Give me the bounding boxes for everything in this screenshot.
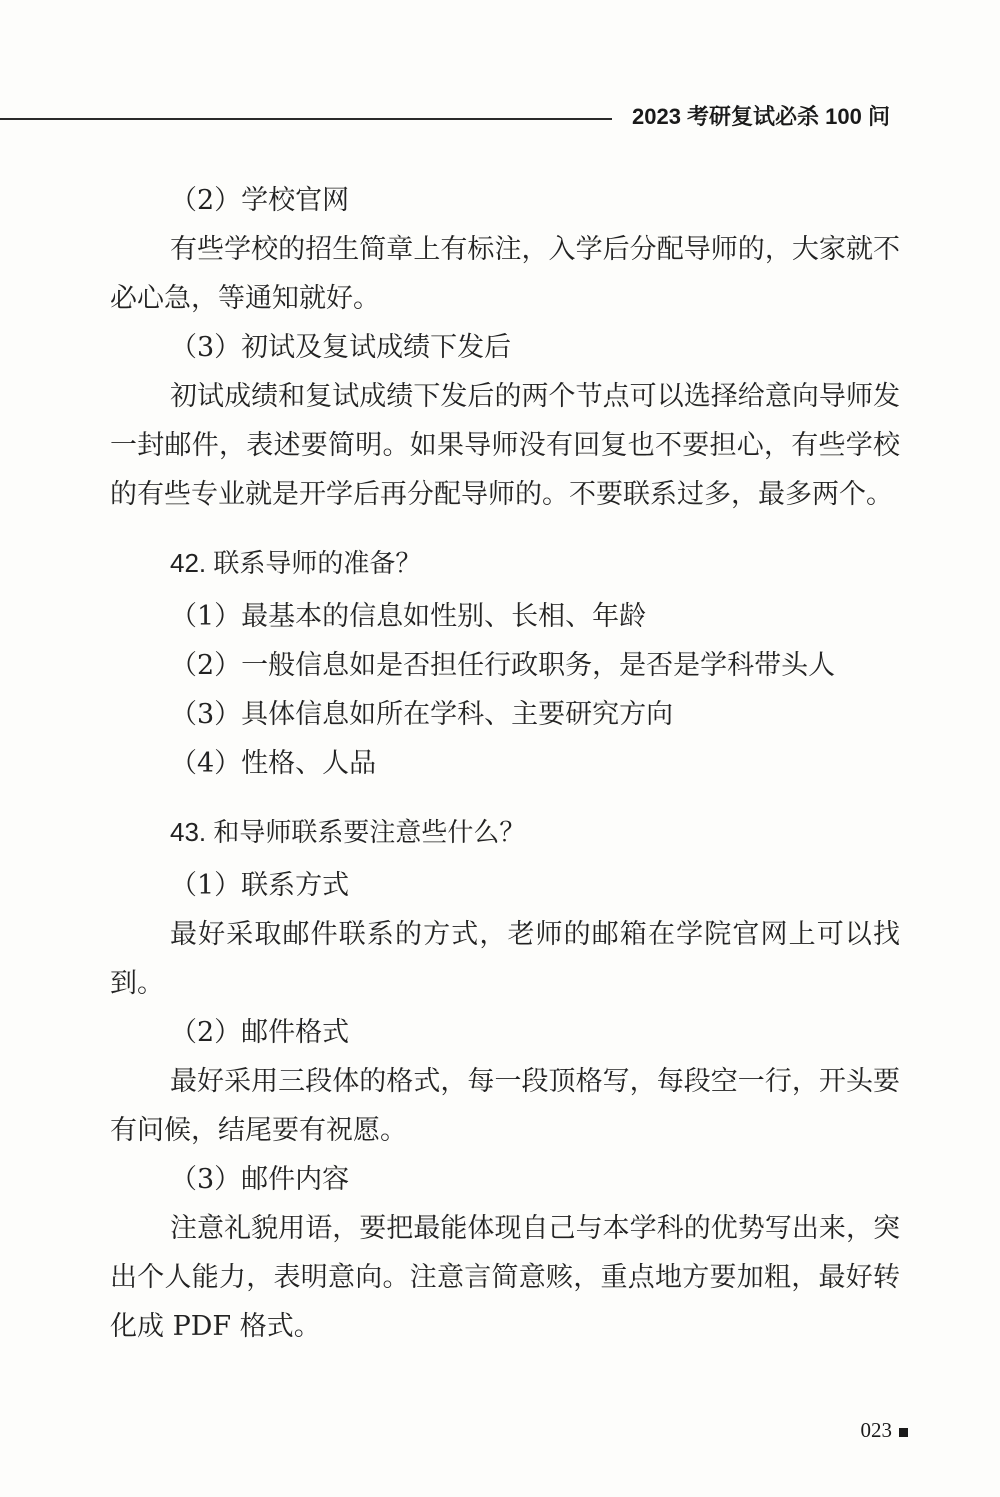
subheading: （2）学校官网 — [170, 185, 350, 216]
list-item: （2）一般信息如是否担任行政职务，是否是学科带头人 — [170, 650, 836, 681]
list-item: （1）最基本的信息如性别、长相、年龄 — [170, 601, 647, 632]
running-header-title: 2023 考研复试必杀 100 问 — [632, 104, 890, 129]
page-marker-icon — [899, 1428, 908, 1437]
subheading: （3）邮件内容 — [170, 1164, 350, 1195]
header-rule — [0, 118, 612, 120]
paragraph: 有些学校的招生简章上有标注，入学后分配导师的，大家就不必心急，等通知就好。 — [110, 234, 900, 314]
subheading: （3）初试及复试成绩下发后 — [170, 332, 512, 363]
page-number — [861, 1418, 909, 1443]
list-item: （3）具体信息如所在学科、主要研究方向 — [170, 699, 674, 730]
paragraph: 最好采取邮件联系的方式，老师的邮箱在学院官网上可以找到。 — [110, 919, 900, 999]
paragraph: 最好采用三段体的格式，每一段顶格写，每段空一行，开头要有问候，结尾要有祝愿。 — [110, 1066, 900, 1146]
list-item: （4）性格、人品 — [170, 748, 377, 779]
paragraph: 初试成绩和复试成绩下发后的两个节点可以选择给意向导师发一封邮件，表述要简明。如果导师没有回复也不要担心，有些学校的有些专业就是开学后再分配导师的。不要联系过多，最多两个。 — [110, 381, 900, 510]
paragraph: 注意礼貌用语，要把最能体现自己与本学科的优势写出来，突出个人能力，表明意向。注意言简意赅，重点地方要加粗，最好转化成 PDF 格式。 — [110, 1213, 900, 1342]
subheading: （2）邮件格式 — [170, 1017, 350, 1048]
question-heading-43: 43. 和导师联系要注意些什么？ — [170, 817, 526, 847]
page-body — [110, 176, 900, 1351]
page-number-text: 023 — [860, 1418, 892, 1442]
question-heading-42: 42. 联系导师的准备？ — [170, 548, 422, 578]
subheading: （1）联系方式 — [170, 870, 350, 901]
